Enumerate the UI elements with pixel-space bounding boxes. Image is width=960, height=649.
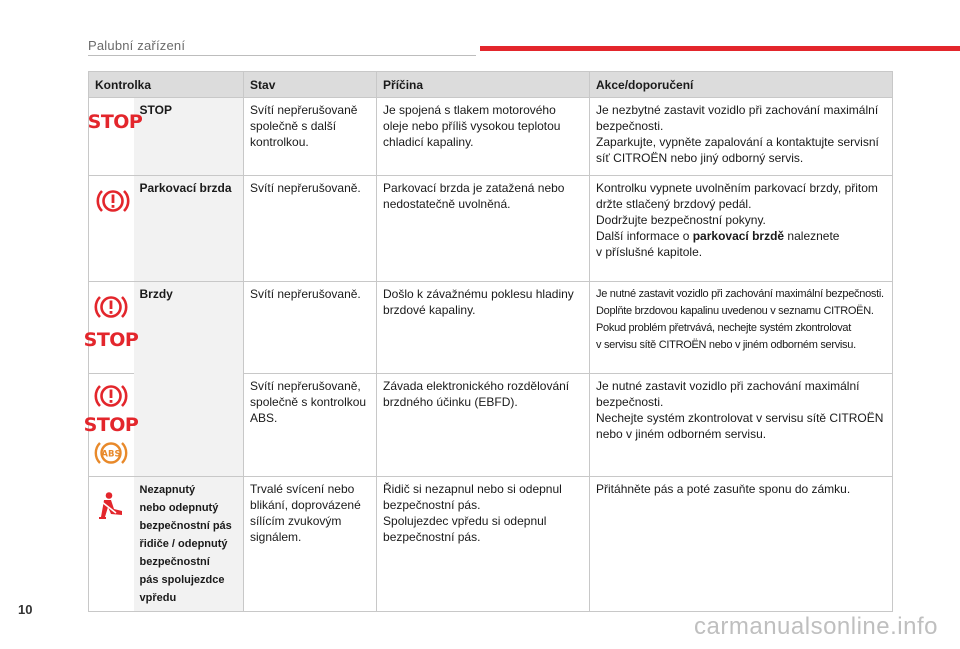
header-divider: [88, 55, 476, 56]
column-header: Stav: [244, 72, 377, 98]
brake-warning-icon: [95, 186, 131, 216]
warning-lights-table: [83, 71, 893, 612]
stav-cell: Svítí nepřerušovaně.: [244, 176, 377, 282]
header-accent-bar: [480, 46, 960, 51]
column-header: Kontrolka: [89, 72, 244, 98]
akce-cell: Je nutné zastavit vozidlo při zachování maximální bezpečnosti. Nechejte systém zkontrolovat v servisu sítě CITROËN nebo v jiném odborném servisu.: [590, 374, 893, 477]
akce-cell: Je nezbytné zastavit vozidlo při zachování maximální bezpečnosti. Zaparkujte, vypněte zapalování a kontaktujte servisní síť CITROËN nebo jiný odborný servis.: [590, 98, 893, 176]
pricina-cell: Došlo k závažnému poklesu hladiny brzdové kapaliny.: [377, 282, 590, 374]
seatbelt-icon: [96, 491, 126, 521]
stop-icon: [87, 110, 143, 133]
akce-cell: Přitáhněte pás a poté zasuňte sponu do zámku.: [590, 477, 893, 612]
table-row: [89, 98, 893, 176]
icon-cell: [83, 282, 139, 374]
pricina-cell: Je spojená s tlakem motorového oleje nebo příliš vysokou teplotou chladicí kapaliny.: [377, 98, 590, 176]
icon-cell: [89, 477, 134, 612]
pricina-cell: Parkovací brzda je zatažená nebo nedostatečně uvolněná.: [377, 176, 590, 282]
abs-icon: [93, 438, 129, 468]
icon-cell: [87, 98, 143, 176]
watermark: carmanualsonline.info: [694, 613, 938, 640]
light-name: Nezapnutý nebo odepnutý bezpečnostní pás řidiče / odepnutý bezpečnostní pás spolujezdce vpředu: [134, 477, 244, 612]
page-number: 10: [18, 602, 33, 617]
column-header: Příčina: [377, 72, 590, 98]
icon-cell: [89, 176, 134, 282]
stav-cell: Svítí nepřerušovaně.: [244, 282, 377, 374]
table-header-row: [89, 72, 893, 98]
light-name: STOP: [134, 98, 244, 176]
light-name: Parkovací brzda: [134, 176, 244, 282]
akce-text: naleznete v příslušné kapitole.: [596, 229, 840, 259]
svg-text:STOP: STOP: [87, 111, 143, 133]
icon-cell: [83, 374, 139, 477]
brake-warning-icon: [93, 381, 129, 411]
light-name: Brzdy: [134, 282, 244, 477]
stop-icon: [83, 328, 139, 351]
brake-warning-icon: [93, 292, 129, 322]
akce-cell: [590, 176, 893, 282]
stav-cell: Svítí nepřerušovaně společně s další kontrolkou.: [244, 98, 377, 176]
section-title: Palubní zařízení: [88, 38, 186, 53]
table-row: [89, 282, 893, 374]
svg-text:STOP: STOP: [83, 414, 139, 436]
column-header: Akce/doporučení: [590, 72, 893, 98]
pricina-cell: Závada elektronického rozdělování brzdného účinku (EBFD).: [377, 374, 590, 477]
stav-cell: Trvalé svícení nebo blikání, doprovázené sílícím zvukovým signálem.: [244, 477, 377, 612]
akce-bold-text: parkovací brzdě: [692, 229, 785, 243]
table-row: [89, 477, 893, 612]
svg-text:STOP: STOP: [83, 329, 139, 351]
svg-text:ABS: ABS: [101, 449, 121, 460]
stav-cell: Svítí nepřerušovaně, společně s kontrolkou ABS.: [244, 374, 377, 477]
table-row: [89, 176, 893, 282]
stop-icon: [83, 413, 139, 436]
pricina-cell: Řidič si nezapnul nebo si odepnul bezpečnostní pás. Spolujezdec vpředu si odepnul bezpečnostní pás.: [377, 477, 590, 612]
akce-text: Kontrolku vypnete uvolněním parkovací brzdy, přitom držte stlačený brzdový pedál. Dodržujte bezpečnostní pokyny. Další informace o: [596, 181, 878, 243]
akce-cell: Je nutné zastavit vozidlo při zachování maximální bezpečnosti. Doplňte brzdovou kapalinu uvedenou v seznamu CITROËN. Pokud problém přetrvává, nechejte systém zkontrolovat v servisu sítě CITROËN nebo v jiném odborném servisu.: [590, 282, 893, 374]
